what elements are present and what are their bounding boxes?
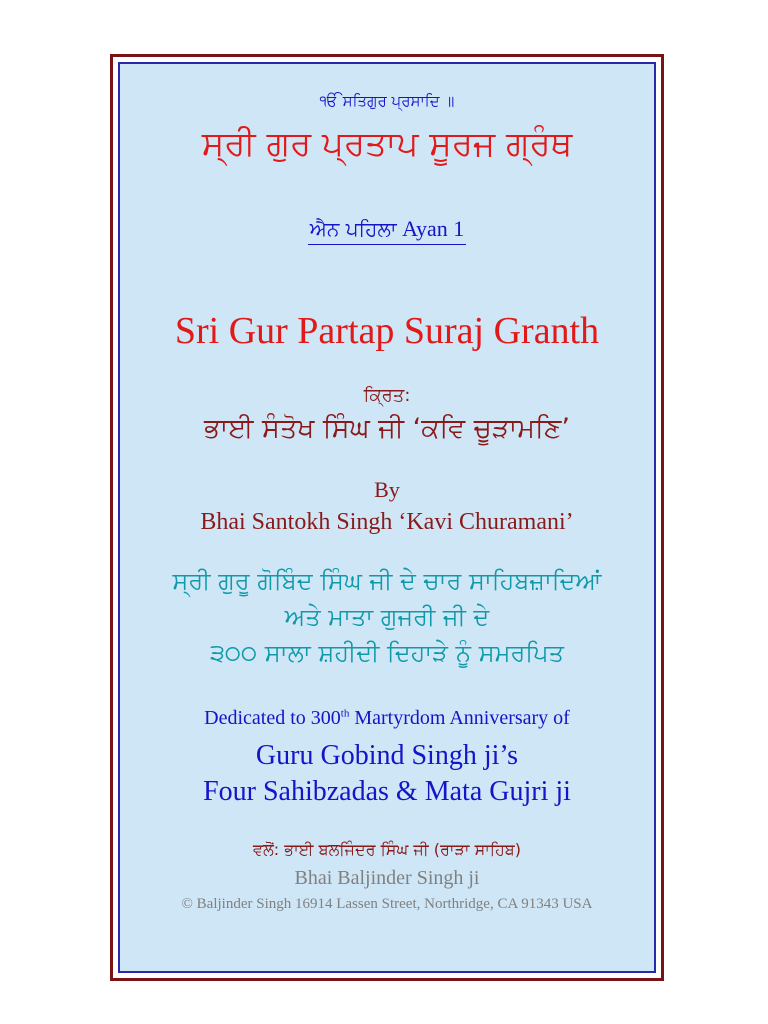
ayan-punjabi: ਐਨ ਪਹਿਲਾ [309,217,397,241]
title-english: Sri Gur Partap Suraj Granth [174,310,600,352]
invocation: ੴ ਸਤਿਗੁਰ ਪ੍ਰਸਾਦਿ ॥ [319,92,455,110]
publisher-english: Bhai Baljinder Singh ji [294,867,480,889]
dedication-english-line-3: Four Sahibzadas & Mata Gujri ji [203,776,571,807]
page-outer-border [110,54,664,981]
dedication-english-line-2: Guru Gobind Singh ji’s [255,740,519,771]
ayan-english: Ayan 1 [402,216,465,241]
ayan-line [120,216,654,245]
dedicated-suffix: Martyrdom Anniversary of [349,707,570,729]
ayan-heading [308,216,467,245]
author-punjabi: ਭਾਈ ਸੰਤੋਖ ਸਿੰਘ ਜੀ ‘ਕਵਿ ਚੂੜਾਮਣਿ’ [204,413,570,444]
dedication-punjabi-line-2: ਅਤੇ ਮਾਤਾ ਗੁਜਰੀ ਜੀ ਦੇ [284,603,490,631]
dedicated-prefix: Dedicated to 300 [204,707,341,729]
copyright-line: © Baljinder Singh 16914 Lassen Street, Northridge, CA 91343 USA [181,896,593,912]
by-label: By [374,477,400,502]
page-inner-panel [118,62,656,973]
dedication-punjabi-line-1: ਸ੍ਰੀ ਗੁਰੂ ਗੋਬਿੰਦ ਸਿੰਘ ਜੀ ਦੇ ਚਾਰ ਸਾਹਿਬਜ਼ਾਦਿਆਂ [172,567,602,595]
publisher-punjabi: ਵਲੋਂ: ਭਾਈ ਬਲਜਿੰਦਰ ਸਿੰਘ ਜੀ (ਰਾੜਾ ਸਾਹਿਬ) [252,840,522,859]
dedicated-sup: th [340,707,350,720]
author-english: Bhai Santokh Singh ‘Kavi Churamani’ [200,509,574,535]
dedication-english-line-1 [120,707,654,730]
dedication-punjabi-line-3: ੩੦੦ ਸਾਲਾ ਸ਼ਹੀਦੀ ਦਿਹਾੜੇ ਨੂੰ ਸਮਰਪਿਤ [209,639,565,667]
title-punjabi: ਸ੍ਰੀ ਗੁਰ ਪ੍ਰਤਾਪ ਸੂਰਜ ਗ੍ਰੰਥ [201,124,573,164]
krit-label: ਕ੍ਰਿਤ: [363,385,411,406]
